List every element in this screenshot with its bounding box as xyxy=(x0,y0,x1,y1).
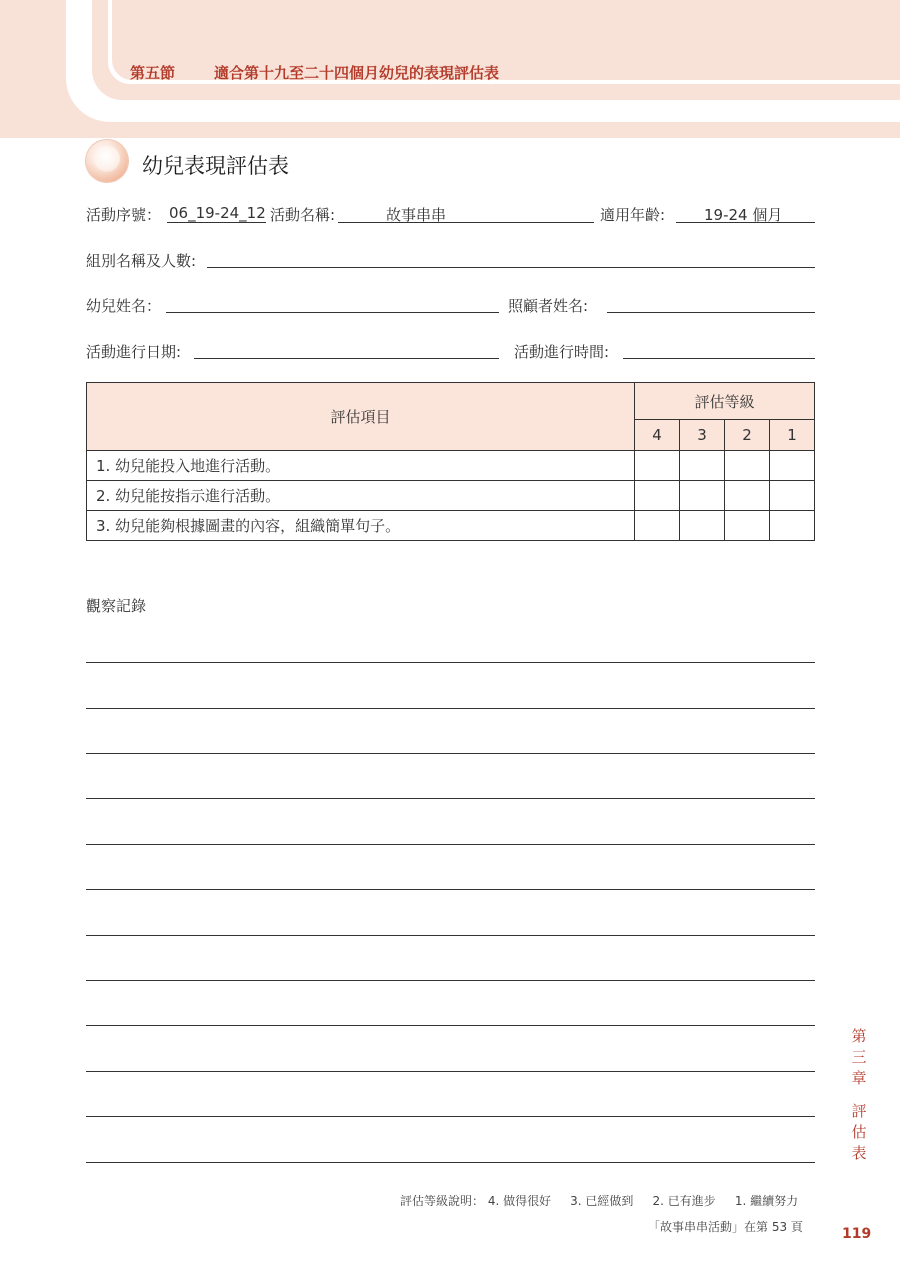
activity-name-label: 活動名稱: xyxy=(270,206,336,224)
activity-name-line xyxy=(338,222,594,223)
row2-grade-3-cell[interactable] xyxy=(680,481,725,511)
grade-header: 評估等級 xyxy=(635,383,815,420)
caregiver-label: 照顧者姓名: xyxy=(508,297,589,315)
table-row xyxy=(87,511,815,541)
date-label: 活動進行日期: xyxy=(86,343,182,361)
row3-grade-4-cell[interactable] xyxy=(635,511,680,541)
observation-line[interactable] xyxy=(86,1162,815,1163)
observation-line[interactable] xyxy=(86,753,815,754)
time-field[interactable] xyxy=(623,358,815,359)
activity-no-line xyxy=(167,222,266,223)
evaluation-table xyxy=(86,382,815,541)
row3-grade-1-cell[interactable] xyxy=(770,511,815,541)
activity-no-value[interactable]: 06_19-24_12 xyxy=(169,204,266,222)
date-field[interactable] xyxy=(194,358,499,359)
page-number: 119 xyxy=(842,1226,872,1242)
row1-grade-4-cell[interactable] xyxy=(635,451,680,481)
criterion-2: 2. 幼兒能按指示進行活動。 xyxy=(87,481,635,511)
activity-reference: 「故事串串活動」在第 53 頁 xyxy=(648,1220,803,1234)
grade-legend: 評估等級說明： 4. 做得很好 3. 已經做到 2. 已有進步 1. 繼續努力 xyxy=(400,1194,799,1208)
grade-2-header: 2 xyxy=(725,420,770,451)
observation-line[interactable] xyxy=(86,798,815,799)
activity-name-value[interactable]: 故事串串 xyxy=(386,206,447,224)
criterion-1: 1. 幼兒能投入地進行活動。 xyxy=(87,451,635,481)
grade-3-header: 3 xyxy=(680,420,725,451)
observation-line[interactable] xyxy=(86,1116,815,1117)
age-label: 適用年齡: xyxy=(600,206,666,224)
section-title: 適合第十九至二十四個月幼兒的表現評估表 xyxy=(214,64,500,82)
chapter-tab-gap xyxy=(850,1089,868,1101)
observation-line[interactable] xyxy=(86,708,815,709)
section-label: 第五節 xyxy=(130,64,176,82)
item-header: 評估項目 xyxy=(87,383,635,451)
row2-grade-1-cell[interactable] xyxy=(770,481,815,511)
row3-grade-3-cell[interactable] xyxy=(680,511,725,541)
page-title: 幼兒表現評估表 xyxy=(142,154,289,178)
row1-grade-1-cell[interactable] xyxy=(770,451,815,481)
chapter-tab xyxy=(850,1026,868,1164)
observation-line[interactable] xyxy=(86,1071,815,1072)
observation-line[interactable] xyxy=(86,889,815,890)
grade-4-header: 4 xyxy=(635,420,680,451)
time-label: 活動進行時間: xyxy=(514,343,610,361)
child-name-label: 幼兒姓名： xyxy=(86,297,162,315)
row2-grade-4-cell[interactable] xyxy=(635,481,680,511)
observation-line[interactable] xyxy=(86,844,815,845)
grade-1-header: 1 xyxy=(770,420,815,451)
observation-line[interactable] xyxy=(86,980,815,981)
group-field[interactable] xyxy=(207,267,815,268)
table-row xyxy=(87,481,815,511)
title-bullet-highlight xyxy=(94,146,120,172)
age-value[interactable]: 19-24 個月 xyxy=(704,206,783,224)
row2-grade-2-cell[interactable] xyxy=(725,481,770,511)
observation-line[interactable] xyxy=(86,935,815,936)
chapter-label: 第三章 xyxy=(851,1027,867,1087)
table-row xyxy=(87,451,815,481)
observation-label: 觀察記錄 xyxy=(86,597,147,615)
child-name-field[interactable] xyxy=(166,312,499,313)
chapter-name: 評估表 xyxy=(851,1102,867,1162)
group-label: 組別名稱及人數: xyxy=(86,252,197,270)
activity-no-label: 活動序號： xyxy=(86,206,162,224)
observation-line[interactable] xyxy=(86,1025,815,1026)
row3-grade-2-cell[interactable] xyxy=(725,511,770,541)
row1-grade-2-cell[interactable] xyxy=(725,451,770,481)
observation-line[interactable] xyxy=(86,662,815,663)
caregiver-field[interactable] xyxy=(607,312,815,313)
row1-grade-3-cell[interactable] xyxy=(680,451,725,481)
criterion-3: 3. 幼兒能夠根據圖畫的內容，組織簡單句子。 xyxy=(87,511,635,541)
